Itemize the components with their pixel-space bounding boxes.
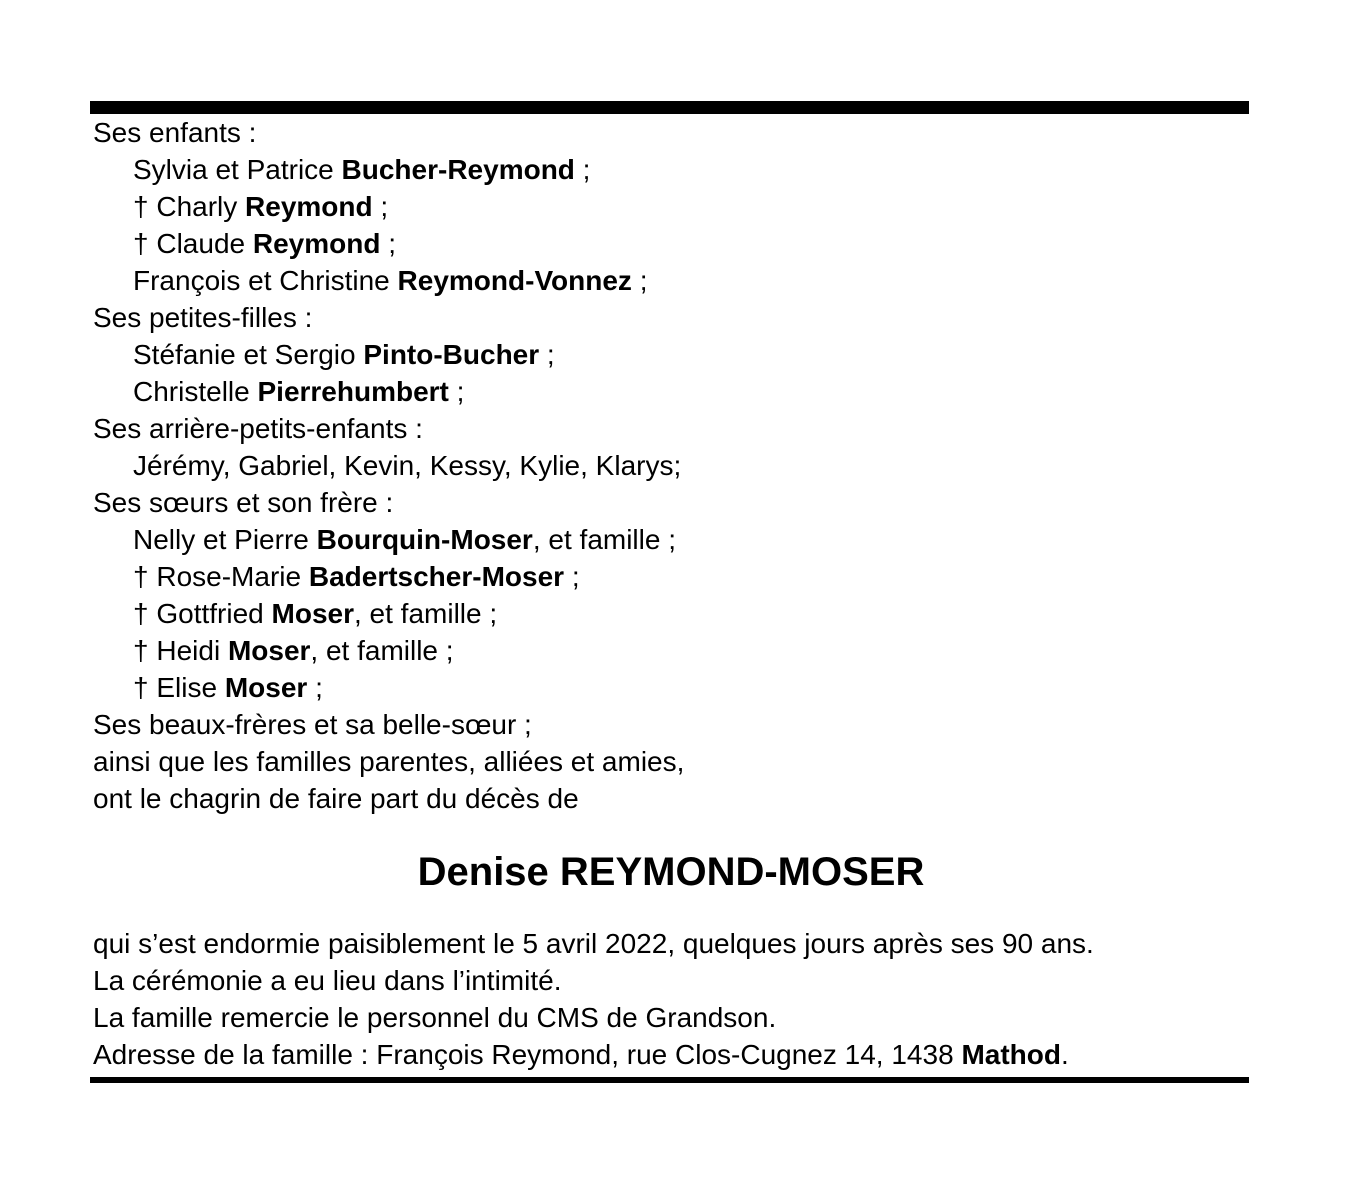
text-segment: † Charly [133,191,246,222]
top-rule [90,101,1249,114]
bold-name-segment: Mathod [961,1039,1061,1070]
text-segment: Nelly et Pierre [133,524,317,555]
text-segment: ainsi que les familles parentes, alliées et amies, [93,746,685,777]
text-line [93,669,1249,706]
text-segment: † Elise [133,672,225,703]
text-line [93,299,1249,336]
text-line [93,632,1249,669]
bold-name-segment: Reymond-Vonnez [397,265,632,296]
text-segment: † Rose-Marie [133,561,309,592]
bold-name-segment: Moser [227,635,311,666]
bottom-rule [90,1077,1249,1083]
text-segment: Ses arrière-petits-enfants : [93,413,423,444]
text-segment: Ses sœurs et son frère : [93,487,394,518]
text-line [93,706,1249,743]
bold-name-segment: Pinto-Bucher [363,339,540,370]
text-segment: Ses enfants : [93,117,257,148]
text-line [93,151,1249,188]
text-line [93,114,1249,151]
text-segment: La cérémonie a eu lieu dans l’intimité. [93,965,562,996]
text-line [93,521,1249,558]
text-line [93,373,1249,410]
text-segment: , et famille ; [310,635,454,666]
text-line [93,336,1249,373]
text-line [93,484,1249,521]
deceased-name: Denise REYMOND-MOSER [417,850,925,894]
bold-name-segment: Bucher-Reymond [341,154,575,185]
bold-name-segment: Reymond [252,228,381,259]
text-line [93,1036,1249,1073]
bold-name-segment: Reymond [245,191,373,222]
text-segment: Ses beaux-frères et sa belle-sœur ; [93,709,532,740]
text-segment: Ses petites-filles : [93,302,313,333]
text-segment: François et Christine [133,265,398,296]
text-line [93,262,1249,299]
closing-paragraph [93,925,1249,1073]
text-segment: ; [307,672,323,703]
text-line [93,962,1249,999]
text-segment: , et famille ; [353,598,498,629]
bold-name-segment: Pierrehumbert [257,376,449,407]
text-segment: ; [631,265,648,296]
text-segment: ; [539,339,555,370]
text-segment: ; [380,228,397,259]
text-segment: Sylvia et Patrice [133,154,342,185]
text-segment: ; [448,376,465,407]
text-segment: Adresse de la famille : François Reymond, rue Clos-Cugnez 14, 1438 [93,1039,962,1070]
notice-body [93,114,1249,1073]
text-segment: ; [564,561,580,592]
bold-name-segment: Moser [224,672,308,703]
text-segment: Stéfanie et Sergio [133,339,364,370]
text-segment: † Claude [133,228,253,259]
text-line [93,225,1249,262]
text-segment: , et famille ; [532,524,677,555]
family-list [93,114,1249,817]
text-line [93,558,1249,595]
text-line [93,925,1249,962]
text-line [93,780,1249,817]
text-segment: † Heidi [133,635,228,666]
bold-name-segment: Badertscher-Moser [308,561,565,592]
text-line [93,743,1249,780]
bold-name-segment: Moser [271,598,354,629]
text-segment: qui s’est endormie paisiblement le 5 avril 2022, quelques jours après ses 90 ans. [93,928,1094,959]
text-line [93,188,1249,225]
text-segment: Jérémy, Gabriel, Kevin, Kessy, Kylie, Klarys; [133,450,682,481]
bold-name-segment: Bourquin-Moser [316,524,533,555]
text-segment: Christelle [133,376,258,407]
text-line [93,999,1249,1036]
text-segment: † Gottfried [133,598,272,629]
text-segment: ont le chagrin de faire part du décès de [93,783,579,814]
text-segment: ; [574,154,591,185]
text-line [93,447,1249,484]
text-segment: ; [372,191,389,222]
text-segment: La famille remercie le personnel du CMS de Grandson. [93,1002,777,1033]
text-line [93,410,1249,447]
text-segment: . [1060,1039,1069,1070]
text-line [93,595,1249,632]
